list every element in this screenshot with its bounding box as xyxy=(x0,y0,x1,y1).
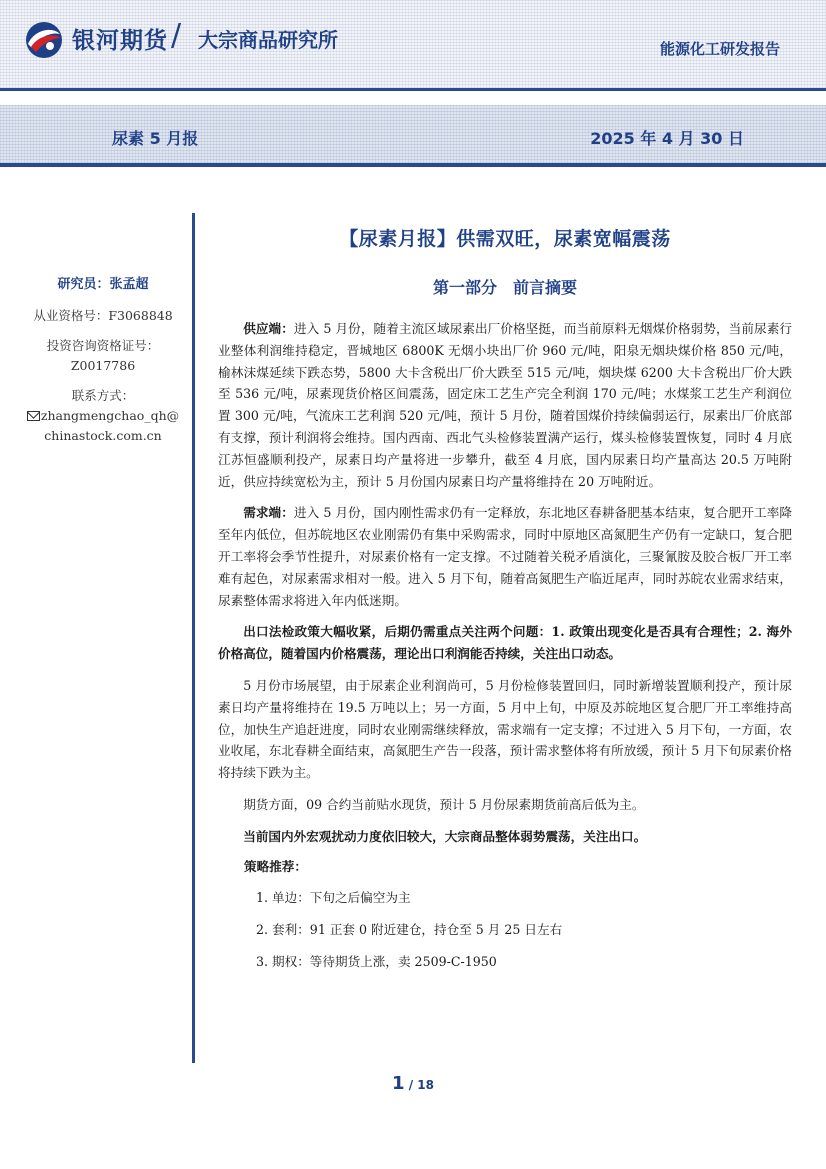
supply-paragraph xyxy=(218,318,792,492)
contact-email[interactable] xyxy=(20,406,186,426)
advisor-label: 投资咨询资格证号： xyxy=(46,338,160,353)
demand-paragraph xyxy=(218,502,792,611)
report-type: 能源化工研发报告 xyxy=(659,40,780,58)
header-gap xyxy=(0,91,826,105)
contact-label: 联系方式： xyxy=(71,388,135,403)
demand-label: 需求端： xyxy=(243,505,294,521)
mail-icon xyxy=(27,411,40,421)
galaxy-logo-icon xyxy=(24,20,64,60)
export-note: 出口法检政策大幅收紧，后期仍需重点关注两个问题：1. 政策出现变化是否具有合理性；2. 海外价格高位，随着国内价格震荡，理论出口利润能否持续，关注出口动态。 xyxy=(218,624,792,662)
strategy-item: 1. 单边：下旬之后偏空为主 xyxy=(256,890,411,906)
total-pages: 18 xyxy=(417,1078,434,1092)
futures-paragraph: 期货方面，09 合约当前贴水现货，预计 5 月份尿素期货前高后低为主。 xyxy=(243,796,645,812)
strategy-title: 策略推荐： xyxy=(244,858,307,874)
main-content xyxy=(218,224,792,973)
section-heading: 第一部分 前言摘要 xyxy=(432,278,577,297)
demand-text: 进入 5 月份，国内刚性需求仍有一定释放，东北地区春耕备肥基本结束，复合肥开工率降至年内低位，但苏皖地区农业刚需仍有集中采购需求，同时中原地区高氮肥生产仍有一定缺口，复合肥开工率将会季节性提升，对尿素价格有一定支撑。不过随着关税矛盾演化，三聚氰胺及胶合板厂开工率难有起色，对尿素需求相对一般。进入 5 月下旬，随着高氮肥生产临近尾声，同时苏皖农业需求结束，尿素整体需求将进入年内低迷期。 xyxy=(218,505,792,608)
email-domain: chinastock.com.cn xyxy=(44,428,162,443)
report-info-divider xyxy=(0,163,826,167)
email-user: zhangmengchao_qh@ xyxy=(40,408,180,423)
outlook-paragraph: 5 月份市场展望，由于尿素企业利润尚可，5 月份检修装置回归，同时新增装置顺利投产，预计尿素日均产量将维持在 19.5 万吨以上；另一方面，5 月中上旬，中原及苏皖地区复合肥厂开工率维持高位，加快生产追赶进度，同时农业刚需继续释放，需求端有一定支撑；不过进入 5 月下旬，一方面，农业收尾，东北春耕全面结束，高氮肥生产告一段落，预计需求整体将有所放缓，预计 5 月下旬尿素价格将持续下跌为主。 xyxy=(218,677,792,781)
report-date: 2025 年 4 月 30 日 xyxy=(590,129,744,148)
report-title: 【尿素月报】供需双旺，尿素宽幅震荡 xyxy=(339,228,671,250)
report-name: 尿素 5 月报 xyxy=(112,129,199,148)
analyst-name: 研究员：张孟超 xyxy=(57,277,149,292)
report-body xyxy=(218,318,792,973)
page-number: 1 / 18 xyxy=(392,1073,434,1094)
strategy-item: 2. 套利：91 正套 0 附近建仓，持仓至 5 月 25 日左右 xyxy=(256,922,563,938)
institute-name: 大宗商品研究所 xyxy=(198,28,338,52)
advisor-number: Z0017786 xyxy=(70,358,136,373)
macro-paragraph: 当前国内外宏观扰动力度依旧较大，大宗商品整体弱势震荡，关注出口。 xyxy=(243,828,647,844)
author-sidebar xyxy=(20,273,186,446)
logo-text: 银河期货 xyxy=(72,28,168,54)
supply-text: 进入 5 月份，随着主流区域尿素出厂价格坚挺，而当前原料无烟煤价格弱势，当前尿素行业整体利润维持稳定，晋城地区 6800K 无烟小块出厂价 960 元/吨，阳泉无烟块煤价格 850 元/吨，榆林沫煤延续下跌态势，5800 大卡含税出厂价大跌至 515 元/吨，烟块煤 6200 大卡含税出厂价大跌至 536 元/吨，尿素现货价格区间震荡，固定床工艺生产完全利润 170 元/吨；水煤浆工艺生产利润位置 300 元/吨，气流床工艺利润 520 元/吨，预计 5 月份，随着国煤价持续偏弱运行，尿素出厂价底部有支撑，预计利润将会维持。国内西南、西北气头检修装置满产运行，煤头检修装置恢复，同时 4 月底江苏恒盛顺利投产，尿素日均产量将进一步攀升，截至 4 月底，国内尿素日均产量高达 20.5 万吨附近，供应持续宽松为主，预计 5 月份国内尿素日均产量将维持在 20 万吨附近。 xyxy=(218,321,792,489)
supply-label: 供应端： xyxy=(243,321,294,336)
logo-separator: / xyxy=(171,18,182,53)
current-page: 1 xyxy=(392,1073,405,1094)
sidebar-divider xyxy=(192,213,195,1063)
strategy-item: 3. 期权：等待期货上涨，卖 2509-C-1950 xyxy=(256,953,497,969)
license-number: 从业资格号：F3068848 xyxy=(33,308,173,323)
